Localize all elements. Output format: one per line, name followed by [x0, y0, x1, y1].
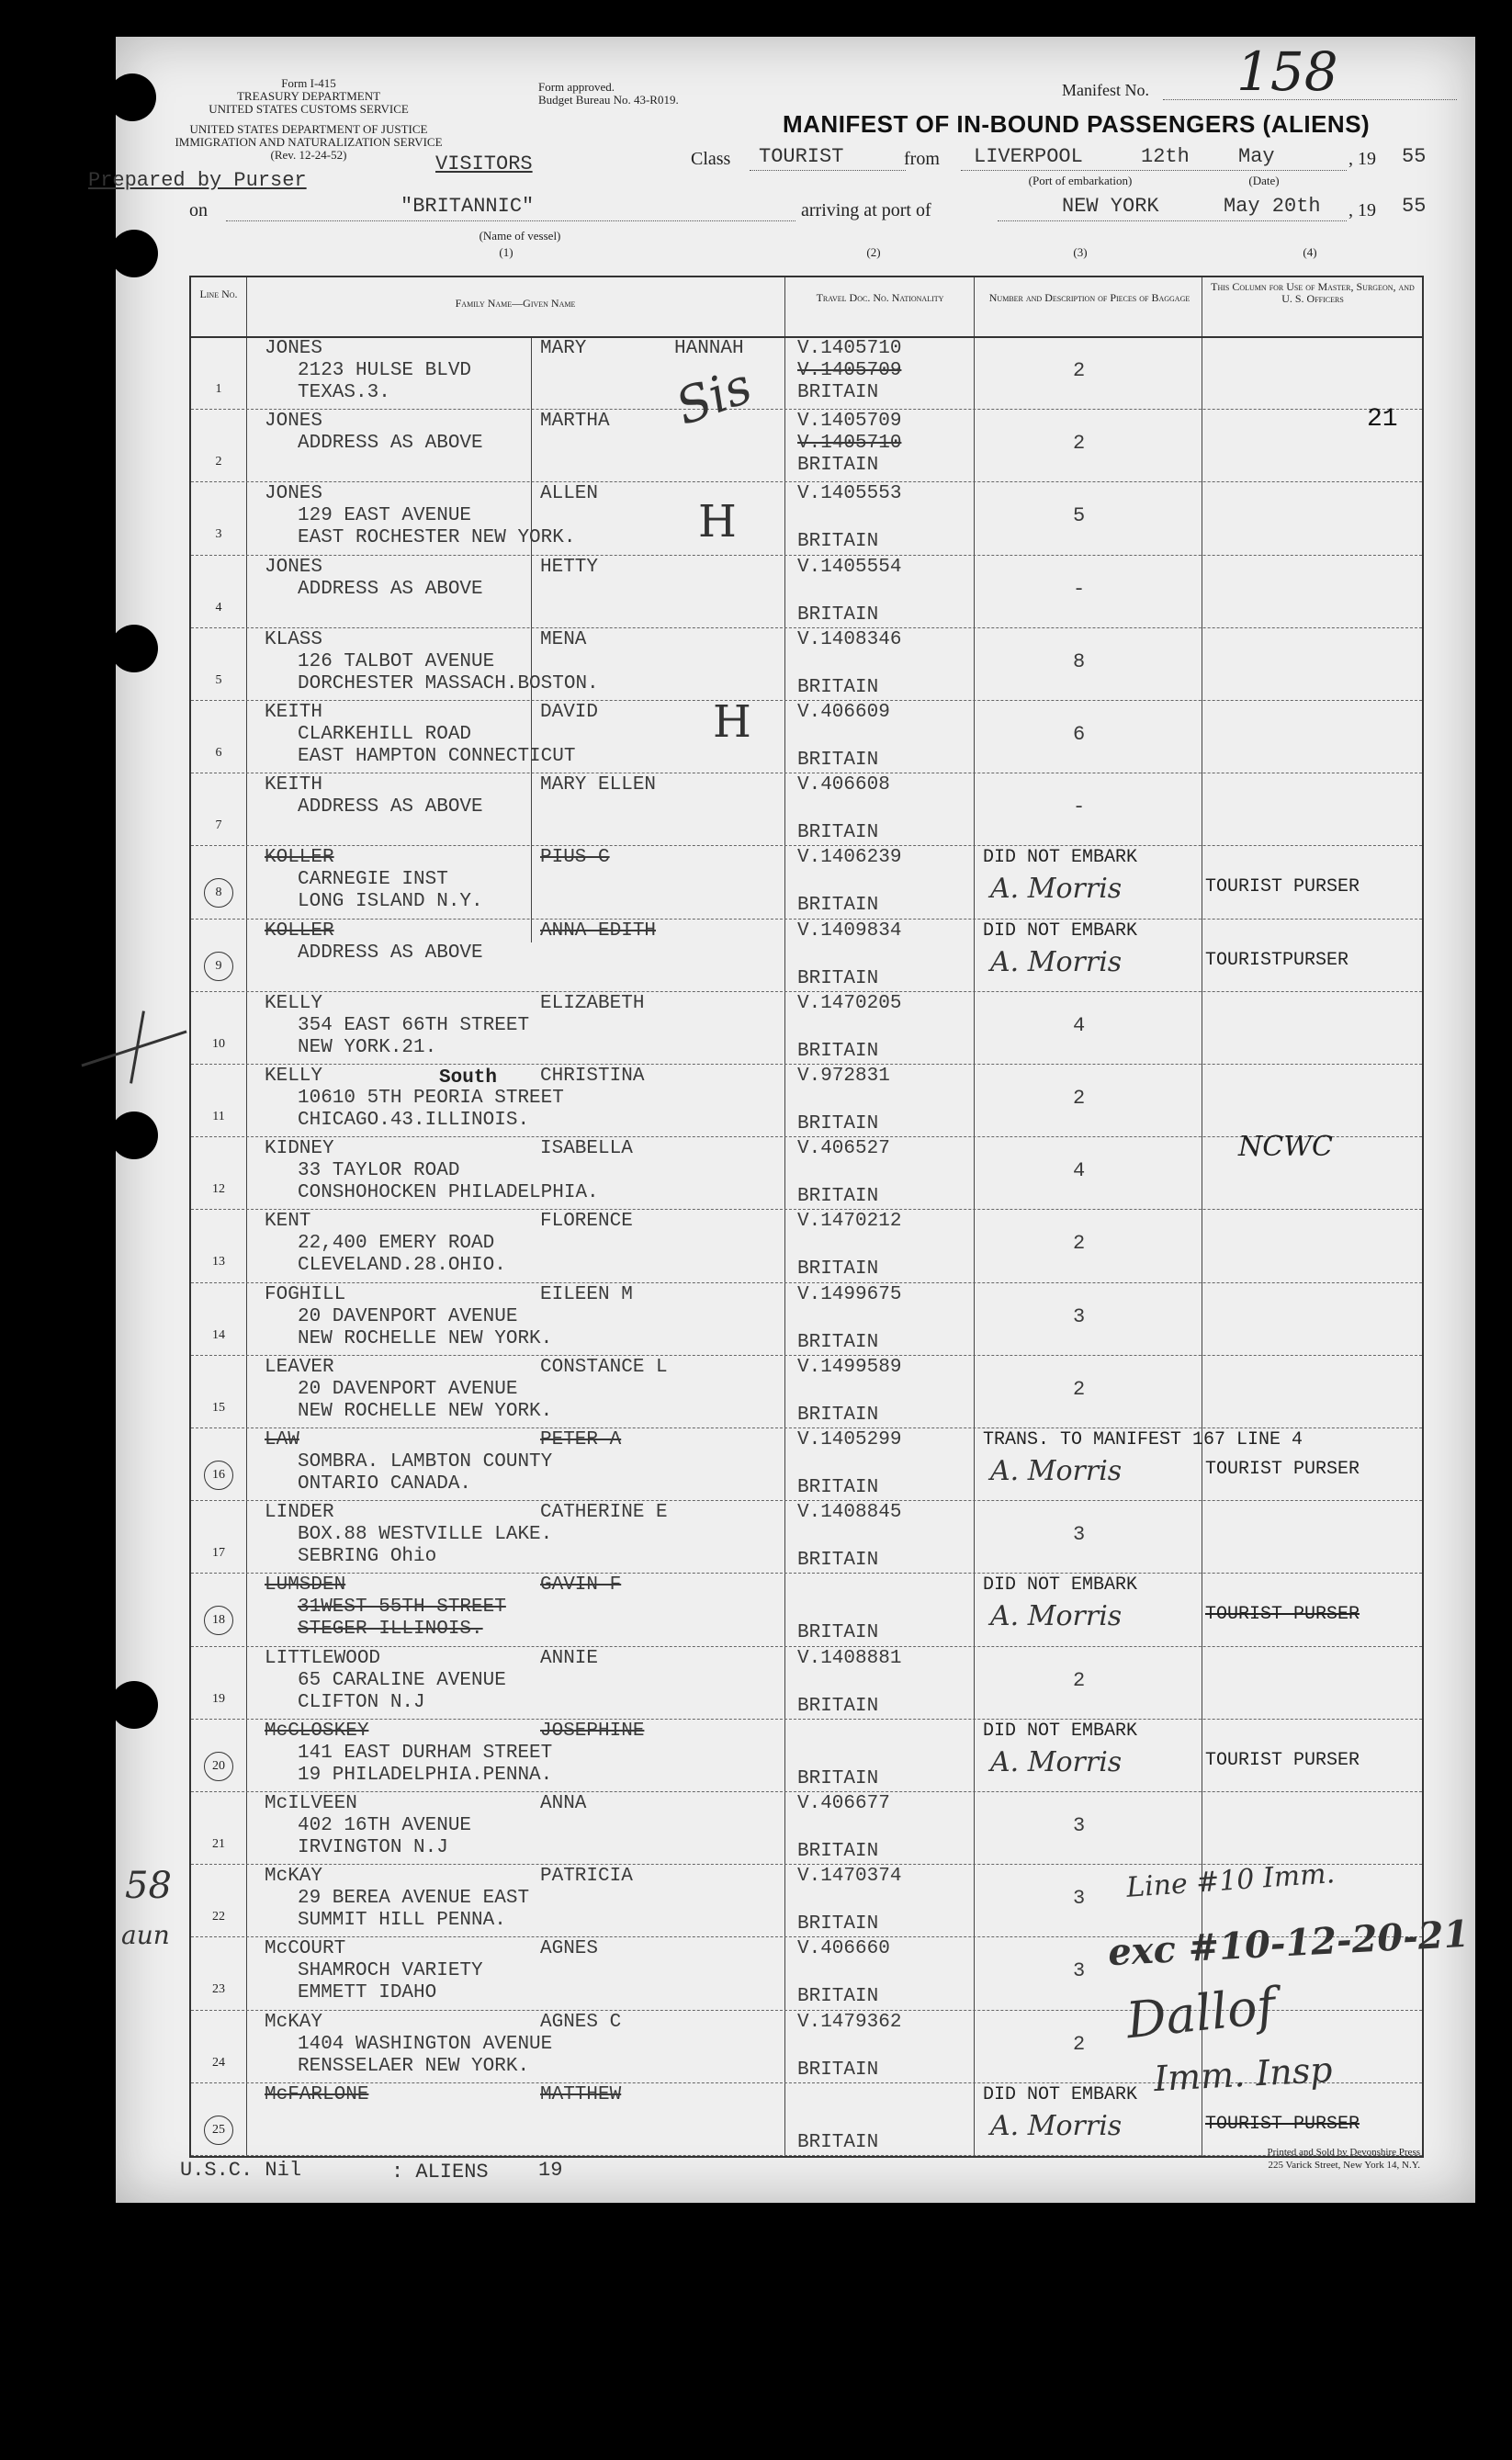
purser-signature: A. Morris	[990, 1455, 1123, 1487]
family-name: McCOURT	[265, 1938, 346, 1960]
vessel-caption: (Name of vessel)	[479, 229, 561, 243]
punch-hole	[110, 1112, 158, 1159]
travel-doc-no: V.1479362	[797, 2011, 902, 2033]
line-number: 2	[215, 455, 222, 469]
nationality: BRITAIN	[797, 382, 879, 403]
line-number: 6	[215, 746, 222, 760]
family-name: McILVEEN	[265, 1793, 357, 1814]
given-name: CHRISTINA	[540, 1066, 645, 1087]
purser-signature: A. Morris	[990, 2109, 1123, 2142]
embark-month: May	[1238, 145, 1275, 168]
address-line-2: RENSSELAER NEW YORK.	[298, 2055, 530, 2077]
given-name: ANNIE	[540, 1647, 599, 1669]
given-name: PATRICIA	[540, 1866, 633, 1888]
table-row	[191, 1209, 1422, 1282]
embark-day	[1141, 145, 1190, 168]
officer-note: TOURIST PURSER	[1205, 876, 1360, 898]
table-row	[191, 405, 1422, 482]
justice-name: UNITED STATES DEPARTMENT OF JUSTICE	[189, 122, 428, 136]
nationality: BRITAIN	[797, 1404, 879, 1426]
vessel-name: "BRITANNIC"	[401, 195, 535, 218]
handwritten-imm-insp: Imm. Insp	[1152, 2048, 1334, 2100]
table-row	[191, 1573, 1422, 1646]
footer-usc: U.S.C. Nil	[180, 2159, 302, 2182]
table-row	[191, 1064, 1422, 1137]
given-name: HETTY	[540, 556, 599, 578]
address-line-1: 65 CARALINE AVENUE	[298, 1669, 506, 1691]
on-label: on	[189, 200, 208, 220]
table-row	[191, 1791, 1422, 1865]
col-num-1: (1)	[499, 245, 513, 259]
baggage-note: DID NOT EMBARK	[983, 2083, 1138, 2105]
given-name: MENA	[540, 628, 587, 650]
baggage-count: 8	[1073, 649, 1086, 673]
budget-number: Budget Bureau No. 43-R019.	[538, 93, 679, 107]
address-line-2: LONG ISLAND N.Y.	[298, 891, 483, 913]
address-line-2: CLEVELAND.28.OHIO.	[298, 1255, 506, 1277]
address-line-2: TEXAS.3.	[298, 382, 390, 403]
customs-name: UNITED STATES CUSTOMS SERVICE	[209, 102, 409, 116]
table-row	[191, 773, 1422, 846]
nationality: BRITAIN	[797, 750, 879, 771]
header-baggage: Number and Description of Pieces of Baggage	[988, 291, 1190, 304]
from-label: from	[904, 149, 940, 169]
family-name: KOLLER	[265, 847, 334, 869]
table-row	[191, 1427, 1422, 1501]
table-row	[191, 919, 1422, 992]
given-name: PETER A	[540, 1429, 622, 1450]
family-name: KEITH	[265, 702, 323, 723]
family-name: McKAY	[265, 1866, 323, 1888]
address-line-2: NEW ROCHELLE NEW YORK.	[298, 1327, 553, 1349]
nationality: BRITAIN	[797, 1913, 879, 1935]
line-number: 22	[212, 1910, 225, 1924]
line-number: 17	[212, 1546, 225, 1561]
officer-note: TOURIST PURSER	[1205, 2113, 1360, 2135]
address-line-2: SEBRING Ohio	[298, 1546, 437, 1568]
address-line-1: ADDRESS AS ABOVE	[298, 942, 483, 964]
line-number: 5	[215, 672, 222, 687]
address-line-1: ADDRESS AS ABOVE	[298, 796, 483, 818]
nationality: BRITAIN	[797, 967, 879, 989]
revision: (Rev. 12-24-52)	[270, 148, 347, 162]
line-number: 24	[212, 2055, 225, 2070]
nationality: BRITAIN	[797, 895, 879, 917]
nationality: BRITAIN	[797, 1550, 879, 1572]
given-name: AGNES C	[540, 2011, 622, 2033]
baggage-count: 3	[1073, 1887, 1086, 1911]
handwritten-exc: exc #10-12-20-21	[1107, 1912, 1471, 1975]
family-name: FOGHILL	[265, 1283, 346, 1305]
line-number: 3	[215, 527, 222, 542]
table-row	[191, 481, 1422, 555]
manifest-title: MANIFEST OF IN-BOUND PASSENGERS (ALIENS)	[783, 110, 1371, 138]
address-line-2: CHICAGO.43.ILLINOIS.	[298, 1110, 530, 1131]
purser-signature: A. Morris	[990, 873, 1123, 906]
footer-aliens: : ALIENS	[391, 2161, 489, 2184]
officer-note: TOURIST PURSER	[1205, 1604, 1360, 1626]
col-num-4: (4)	[1303, 245, 1317, 259]
given-name: MATTHEW	[540, 2083, 622, 2105]
address-line-2: CLIFTON N.J	[298, 1691, 425, 1713]
travel-doc-no: V.1405299	[797, 1429, 902, 1450]
nationality: BRITAIN	[797, 676, 879, 698]
given-name: ANNA	[540, 1793, 587, 1814]
address-line-2: NEW ROCHELLE NEW YORK.	[298, 1400, 553, 1422]
budget-block	[538, 81, 722, 107]
embark-year: 55	[1402, 145, 1427, 168]
form-header-left	[171, 77, 446, 162]
baggage-count: 2	[1073, 1087, 1086, 1110]
family-name: McCLOSKEY	[265, 1720, 369, 1742]
col-num-3: (3)	[1073, 245, 1088, 259]
nationality: BRITAIN	[797, 1113, 879, 1134]
nationality: BRITAIN	[797, 1986, 879, 2008]
line-number: 20	[204, 1752, 233, 1781]
punch-hole	[108, 73, 156, 121]
family-name: LINDER	[265, 1502, 334, 1524]
punch-hole	[110, 1681, 158, 1729]
baggage-count: 5	[1073, 504, 1086, 528]
family-name: JONES	[265, 411, 323, 433]
purser-signature: A. Morris	[990, 945, 1123, 978]
col-num-2: (2)	[866, 245, 881, 259]
nationality: BRITAIN	[797, 1258, 879, 1281]
family-name: KEITH	[265, 774, 323, 796]
line-number: 15	[212, 1400, 225, 1415]
baggage-note: DID NOT EMBARK	[983, 1574, 1138, 1597]
embark-port: LIVERPOOL	[974, 145, 1083, 168]
travel-doc-no: V.1405553	[797, 483, 902, 505]
travel-doc-no: V.1499675	[797, 1283, 902, 1305]
family-name: LUMSDEN	[265, 1574, 346, 1597]
purser-signature: A. Morris	[990, 1745, 1123, 1778]
dept-name: TREASURY DEPARTMENT	[236, 89, 381, 103]
travel-doc-no: V.406677	[797, 1793, 890, 1814]
address-line-1: ADDRESS AS ABOVE	[298, 433, 483, 455]
given-name: MARTHA	[540, 411, 610, 433]
address-line-2: EMMETT IDAHO	[298, 1982, 437, 2004]
travel-doc-no-struck: V.1405709	[797, 360, 902, 381]
table-header	[191, 277, 1422, 338]
footer-alien-count: 19	[538, 2159, 563, 2182]
given-name-2: HANNAH	[674, 338, 744, 359]
arriving-label: arriving at port of	[801, 200, 931, 220]
nationality: BRITAIN	[797, 1477, 879, 1498]
table-row	[191, 991, 1422, 1065]
family-name: McKAY	[265, 2011, 323, 2033]
baggage-count: 3	[1073, 1304, 1086, 1328]
embark-line	[961, 170, 1347, 171]
punch-hole	[110, 625, 158, 672]
margin-note-sub: aun	[121, 1920, 170, 1950]
class-label: Class	[691, 149, 731, 169]
travel-doc-no: V.1408845	[797, 1502, 902, 1524]
class-line	[750, 170, 906, 171]
manifest-no-label: Manifest No.	[1062, 81, 1149, 99]
baggage-count: 2	[1073, 1377, 1086, 1401]
address-line-1: 1404 WASHINGTON AVENUE	[298, 2033, 553, 2055]
family-name: JONES	[265, 338, 323, 359]
line-number: 16	[204, 1461, 233, 1490]
given-name: CONSTANCE L	[540, 1356, 668, 1378]
line-number: 4	[215, 600, 222, 615]
line-number: 19	[212, 1691, 225, 1706]
travel-doc-no: V.406608	[797, 774, 890, 796]
table-row	[191, 1355, 1422, 1428]
travel-doc-no: V.406609	[797, 702, 890, 723]
class-value: TOURIST	[759, 145, 844, 168]
punch-hole	[110, 230, 158, 277]
baggage-count: 4	[1073, 1013, 1086, 1037]
nationality: BRITAIN	[797, 2059, 879, 2081]
printer-info	[1145, 2146, 1420, 2172]
line-number: 21	[212, 1837, 225, 1851]
address-line-1: ADDRESS AS ABOVE	[298, 578, 483, 600]
address-line-2: STEGER ILLINOIS.	[298, 1619, 483, 1641]
address-line-1: SHAMROCH VARIETY	[298, 1960, 483, 1982]
baggage-count: -	[1073, 796, 1086, 819]
handwritten-h: H	[713, 696, 751, 748]
baggage-count: 2	[1073, 359, 1086, 382]
baggage-count: 4	[1073, 1159, 1086, 1183]
family-name: LEAVER	[265, 1356, 334, 1378]
given-name: EILEEN M	[540, 1283, 633, 1305]
port-caption: (Port of embarkation)	[1028, 174, 1133, 187]
travel-doc-no: V.972831	[797, 1066, 890, 1087]
line-number: 11	[212, 1110, 225, 1123]
printer-line-2: 225 Varick Street, New York 14, N.Y.	[1268, 2160, 1420, 2171]
nationality: BRITAIN	[797, 1040, 879, 1062]
line-number: 7	[215, 818, 222, 833]
travel-doc-no: V.1470374	[797, 1866, 902, 1888]
family-name: KELLY	[265, 992, 323, 1014]
line-number: 9	[204, 952, 233, 981]
table-row	[191, 336, 1422, 410]
nationality: BRITAIN	[797, 604, 879, 626]
line-number: 12	[212, 1182, 225, 1197]
address-correction: South	[439, 1067, 498, 1089]
line-number: 23	[212, 1982, 225, 1997]
travel-doc-no: V.1406239	[797, 847, 902, 869]
header-line-no: Line No.	[199, 288, 238, 300]
given-name: GAVIN F	[540, 1574, 622, 1597]
officer-note: TOURISTPURSER	[1205, 949, 1349, 971]
visitors-label: VISITORS	[435, 152, 533, 175]
handwritten-signature-dallof: Dallof	[1123, 1976, 1279, 2050]
purser-signature: A. Morris	[990, 1600, 1123, 1633]
table-row	[191, 700, 1422, 773]
arrival-year-prefix: , 19	[1348, 200, 1376, 220]
address-line-1: 2123 HULSE BLVD	[298, 360, 472, 381]
arrival-port: NEW YORK	[1062, 195, 1159, 218]
table-row	[191, 1719, 1422, 1792]
nationality: BRITAIN	[797, 531, 879, 553]
address-line-2: SUMMIT HILL PENNA.	[298, 1910, 506, 1932]
baggage-count: 2	[1073, 1232, 1086, 1256]
nationality: BRITAIN	[797, 1841, 879, 1862]
table-row	[191, 555, 1422, 628]
family-name: McFARLONE	[265, 2083, 369, 2105]
given-name: DAVID	[540, 702, 599, 723]
baggage-count: 2	[1073, 2032, 1086, 2056]
address-line-1: 10610 5TH PEORIA STREET	[298, 1088, 564, 1109]
address-line-1: SOMBRA. LAMBTON COUNTY	[298, 1451, 553, 1473]
table-row	[191, 1646, 1422, 1720]
date-caption: (Date)	[1248, 174, 1280, 187]
arrival-year: 55	[1402, 195, 1427, 218]
officer-note: TOURIST PURSER	[1205, 1749, 1360, 1771]
family-name: LITTLEWOOD	[265, 1647, 381, 1669]
address-line-1: 33 TAYLOR ROAD	[298, 1160, 460, 1182]
table-row	[191, 1282, 1422, 1356]
family-name: KELLY	[265, 1066, 323, 1087]
line-number: 13	[212, 1255, 225, 1269]
prepared-by: Prepared by Purser	[88, 169, 307, 192]
family-name: KOLLER	[265, 920, 334, 942]
address-line-2: 19 PHILADELPHIA.PENNA.	[298, 1764, 553, 1786]
nationality: BRITAIN	[797, 2131, 879, 2153]
table-row	[191, 1131, 1422, 1210]
address-line-2: EAST HAMPTON CONNECTICUT	[298, 746, 576, 767]
officer-note: TOURIST PURSER	[1205, 1459, 1360, 1480]
table-row	[191, 1500, 1422, 1574]
travel-doc-no: V.1470212	[797, 1211, 902, 1233]
baggage-count: 2	[1073, 1668, 1086, 1692]
address-line-1: 22,400 EMERY ROAD	[298, 1233, 495, 1255]
address-line-1: 141 EAST DURHAM STREET	[298, 1742, 553, 1764]
vessel-line	[226, 220, 795, 221]
baggage-count: 2	[1073, 432, 1086, 456]
travel-doc-no: V.1409834	[797, 920, 902, 942]
nationality: BRITAIN	[797, 1695, 879, 1717]
margin-note-58: 58	[125, 1865, 172, 1907]
baggage-count: 3	[1073, 1959, 1086, 1983]
nationality: BRITAIN	[797, 1767, 879, 1789]
baggage-note: DID NOT EMBARK	[983, 847, 1138, 869]
address-line-1: 20 DAVENPORT AVENUE	[298, 1305, 518, 1327]
travel-doc-no: V.1405554	[797, 556, 902, 578]
given-name: CATHERINE E	[540, 1502, 668, 1524]
address-line-1: 354 EAST 66TH STREET	[298, 1014, 530, 1036]
address-line-2: NEW YORK.21.	[298, 1036, 437, 1058]
given-name: ISABELLA	[540, 1138, 633, 1160]
table-row	[191, 845, 1422, 919]
officer-note: NCWC	[1238, 1131, 1333, 1164]
address-line-2: DORCHESTER MASSACH.BOSTON.	[298, 672, 599, 694]
arrival-line	[998, 220, 1347, 221]
family-name: KENT	[265, 1211, 311, 1233]
given-name: MARY	[540, 338, 587, 359]
embark-day-value: 12th	[1141, 145, 1190, 168]
given-name: FLORENCE	[540, 1211, 633, 1233]
family-name: JONES	[265, 483, 323, 505]
nationality: BRITAIN	[797, 1186, 879, 1208]
baggage-count: 6	[1073, 723, 1086, 746]
address-line-1: 31WEST 55TH STREET	[298, 1597, 506, 1619]
nationality: BRITAIN	[797, 822, 879, 844]
baggage-note: TRANS. TO MANIFEST 167 LINE 4	[983, 1429, 1303, 1450]
header-travel-doc: Travel Doc. No. Nationality	[816, 291, 944, 304]
travel-doc-no-struck: V.1405710	[797, 433, 902, 455]
baggage-note: DID NOT EMBARK	[983, 920, 1138, 942]
header-name: Family Name—Given Name	[455, 297, 576, 310]
ins-name: IMMIGRATION AND NATURALIZATION SERVICE	[175, 135, 443, 149]
printer-line-1: Printed and Sold by Devonshire Press	[1267, 2147, 1420, 2158]
line-number: 10	[212, 1036, 225, 1051]
line-number: 25	[204, 2116, 233, 2145]
given-name: PIUS C	[540, 847, 610, 869]
handwritten-h: H	[698, 496, 737, 547]
travel-doc-no: V.406660	[797, 1938, 890, 1960]
manifest-page	[88, 37, 1475, 2203]
form-number: Form I-415	[281, 76, 336, 90]
travel-doc-no: V.1408346	[797, 628, 902, 650]
line-number: 8	[204, 878, 233, 908]
nationality: BRITAIN	[797, 455, 879, 477]
arrival-date: May 20th	[1224, 195, 1321, 218]
address-line-1: BOX.88 WESTVILLE LAKE.	[298, 1524, 553, 1546]
line-number: 14	[212, 1327, 225, 1342]
travel-doc-no: V.1405710	[797, 338, 902, 359]
given-name: AGNES	[540, 1938, 599, 1960]
form-approved: Form approved.	[538, 80, 615, 94]
family-name: LAW	[265, 1429, 299, 1450]
handwritten-line10: Line #10 Imm.	[1125, 1857, 1337, 1904]
address-line-1: 29 BEREA AVENUE EAST	[298, 1888, 530, 1910]
given-name: JOSEPHINE	[540, 1720, 645, 1742]
given-name: ELIZABETH	[540, 992, 645, 1014]
baggage-note: DID NOT EMBARK	[983, 1720, 1138, 1742]
given-name: ALLEN	[540, 483, 599, 505]
address-line-1: CLARKEHILL ROAD	[298, 724, 472, 745]
header-officers: This Column for Use of Master, Surgeon, and U. S. Officers	[1211, 280, 1415, 305]
family-name: JONES	[265, 556, 323, 578]
address-line-2: IRVINGTON N.J	[298, 1837, 448, 1858]
address-line-2: ONTARIO CANADA.	[298, 1473, 472, 1495]
handwritten-sis: Sis	[668, 355, 760, 437]
address-line-1: CARNEGIE INST	[298, 869, 448, 891]
address-line-1: 402 16TH AVENUE	[298, 1815, 472, 1836]
address-line-1: 129 EAST AVENUE	[298, 505, 472, 527]
officer-note: 21	[1367, 405, 1398, 434]
address-line-1: 20 DAVENPORT AVENUE	[298, 1378, 518, 1400]
travel-doc-no: V.1405709	[797, 411, 902, 433]
line-number: 18	[204, 1606, 233, 1635]
baggage-count: 3	[1073, 1523, 1086, 1547]
line-number: 1	[215, 382, 222, 396]
nationality: BRITAIN	[797, 1622, 879, 1644]
given-name: MARY ELLEN	[540, 774, 657, 796]
embark-year-prefix: , 19	[1348, 149, 1376, 169]
address-line-2: EAST ROCHESTER NEW YORK.	[298, 527, 576, 549]
manifest-no-value: 158	[1236, 40, 1338, 103]
baggage-count: 3	[1073, 1814, 1086, 1837]
address-line-1: 126 TALBOT AVENUE	[298, 650, 495, 672]
travel-doc-no: V.406527	[797, 1138, 890, 1160]
family-name: KIDNEY	[265, 1138, 334, 1160]
travel-doc-no: V.1470205	[797, 992, 902, 1014]
travel-doc-no: V.1408881	[797, 1647, 902, 1669]
address-line-2: CONSHOHOCKEN PHILADELPHIA.	[298, 1182, 599, 1204]
travel-doc-no: V.1499589	[797, 1356, 902, 1378]
given-name: ANNA EDITH	[540, 920, 657, 942]
family-name: KLASS	[265, 628, 323, 650]
baggage-count: -	[1073, 577, 1086, 601]
nationality: BRITAIN	[797, 1331, 879, 1353]
table-row	[191, 627, 1422, 701]
